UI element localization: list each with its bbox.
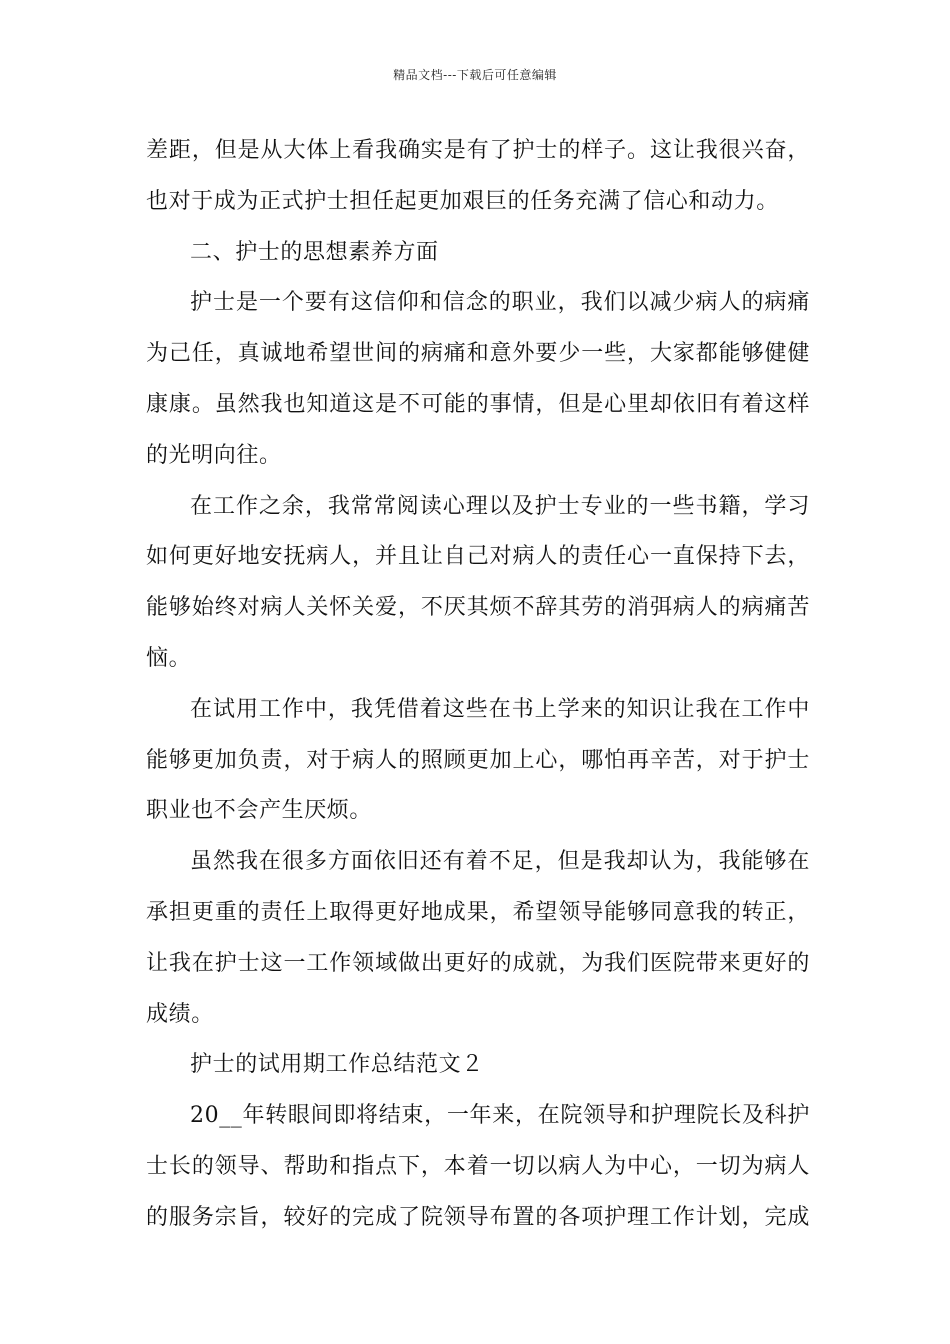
page-header: 精品文档---下载后可任意编辑: [393, 68, 557, 82]
paragraph-line: 也对于成为正式护士担任起更加艰巨的任务充满了信心和动力。: [146, 188, 779, 214]
section-heading: 护士的试用期工作总结范文２: [190, 1052, 484, 1078]
paragraph-line: 职业也不会产生厌烦。: [146, 798, 373, 824]
paragraph-line: 在试用工作中，我凭借着这些在书上学来的知识让我在工作中: [190, 696, 810, 722]
paragraph-line: 虽然我在很多方面依旧还有着不足，但是我却认为，我能够在: [190, 849, 810, 875]
paragraph-line: 士长的领导、帮助和指点下，本着一切以病人为中心，一切为病人: [146, 1153, 810, 1179]
paragraph-line: 能够始终对病人关怀关爱，不厌其烦不辞其劳的消弭病人的病痛苦: [146, 595, 810, 621]
paragraph-line: 康康。虽然我也知道这是不可能的事情，但是心里却依旧有着这样: [146, 391, 810, 417]
paragraph-line: 如何更好地安抚病人，并且让自己对病人的责任心一直保持下去，: [146, 544, 810, 570]
document-body: [146, 126, 810, 1244]
paragraph-line: 的光明向往。: [146, 442, 282, 468]
paragraph-line: 成绩。: [146, 1001, 214, 1027]
section-heading: 二、护士的思想素养方面: [190, 239, 439, 265]
paragraph-line: 差距，但是从大体上看我确实是有了护士的样子。这让我很兴奋，: [146, 138, 810, 163]
paragraph-line: 承担更重的责任上取得更好地成果，希望领导能够同意我的转正，: [146, 899, 810, 925]
paragraph-line: 让我在护士这一工作领域做出更好的成就，为我们医院带来更好的: [146, 950, 810, 976]
paragraph-line: 为己任，真诚地希望世间的病痛和意外要少一些，大家都能够健健: [146, 341, 810, 367]
paragraph-line: 护士是一个要有这信仰和信念的职业，我们以减少病人的病痛: [190, 290, 810, 316]
paragraph-line: 20__年转眼间即将结束，一年来，在院领导和护理院长及科护: [190, 1103, 810, 1129]
paragraph-line: 的服务宗旨，较好的完成了院领导布置的各项护理工作计划，完成: [146, 1204, 810, 1230]
paragraph-line: 在工作之余，我常常阅读心理以及护士专业的一些书籍，学习: [190, 493, 810, 519]
paragraph-line: 能够更加负责，对于病人的照顾更加上心，哪怕再辛苦，对于护士: [146, 747, 810, 773]
paragraph-line: 恼。: [146, 645, 192, 671]
